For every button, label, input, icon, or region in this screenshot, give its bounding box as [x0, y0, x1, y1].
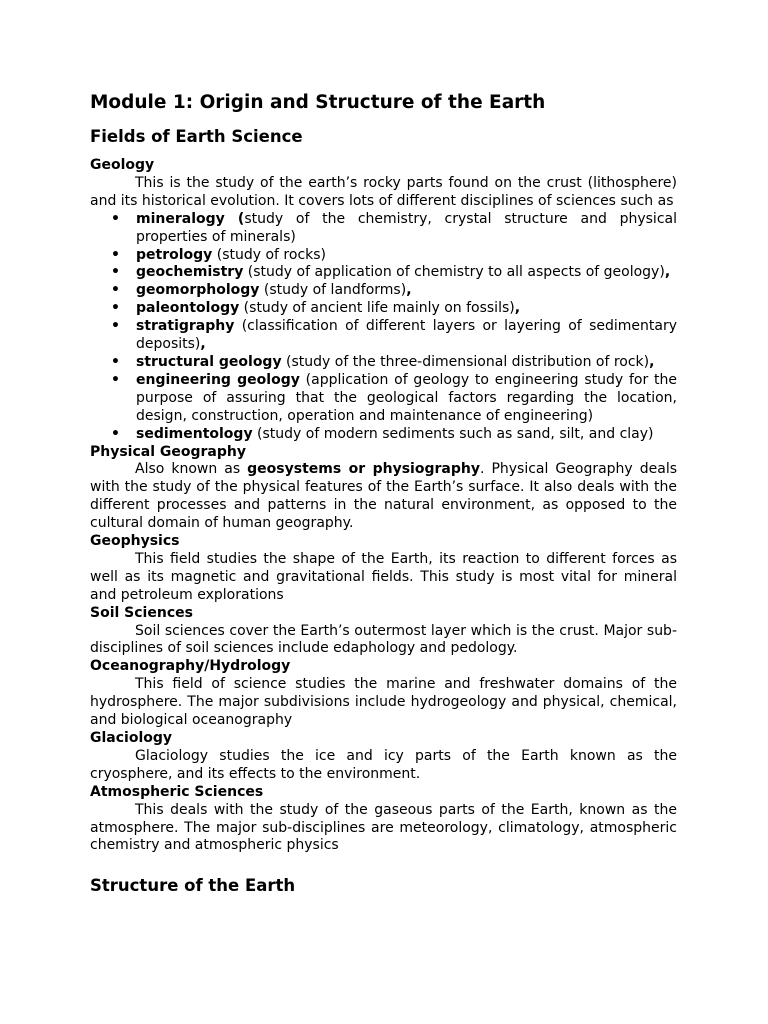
atmospheric-sciences-text: This deals with the study of the gaseous parts of the Earth, known as the atmosphere. The major sub-disciplines are meteorology, climatology, atmospheric chemistry and atmospheric physics	[90, 801, 677, 854]
list-item: • sedimentology (study of modern sediments such as sand, silt, and clay)	[90, 426, 677, 444]
glaciology-heading: Glaciology	[90, 730, 173, 746]
oceanography-text: This field of science studies the marine and freshwater domains of the hydrosphere. The major subdivisions include hydrogeology and physical, chemical, and biological oceanography	[90, 676, 677, 729]
structure-heading: Structure of the Earth	[90, 876, 296, 895]
list-item: • mineralogy (study of the chemistry, crystal structure and physical properties of minerals)	[90, 211, 677, 247]
list-item: • stratigraphy (classification of different layers or layering of sedimentary deposits),	[90, 318, 677, 354]
glaciology-text: Glaciology studies the ice and icy parts of the Earth known as the cryosphere, and its effects to the environment.	[90, 747, 677, 782]
physical-geography-heading: Physical Geography	[90, 443, 246, 460]
module-title: Module 1: Origin and Structure of the Earth	[90, 92, 546, 113]
oceanography-heading: Oceanography/Hydrology	[90, 658, 291, 675]
geophysics-text: This field studies the shape of the Earth, its reaction to different forces as well as its magnetic and gravitational fields. This study is most vital for mineral and petroleum explorations	[90, 550, 677, 603]
soil-sciences-text: Soil sciences cover the Earth’s outermost layer which is the crust. Major sub-disciplines of soil sciences include edaphology and pedology.	[90, 622, 677, 657]
geophysics-heading: Geophysics	[90, 533, 180, 550]
list-item: • geomorphology (study of landforms),	[90, 282, 677, 300]
physical-geography-text: Also known as geosystems or physiography. Physical Geography deals with the study of the physical features of the Earth’s surface. It also deals with the different processes and patterns in the natural environment, as opposed to the cultural domain of human geography.	[90, 461, 677, 532]
list-item: • structural geology (study of the three-dimensional distribution of rock),	[90, 354, 677, 372]
list-item: • paleontology (study of ancient life mainly on fossils),	[90, 300, 677, 318]
geology-heading: Geology	[90, 157, 155, 173]
fields-heading: Fields of Earth Science	[90, 127, 303, 146]
geology-disciplines-list	[90, 211, 677, 444]
list-item: • petrology (study of rocks)	[90, 247, 677, 265]
soil-sciences-heading: Soil Sciences	[90, 604, 193, 621]
list-item: • engineering geology (application of geology to engineering study for the purpose of assuring that the geological factors regarding the location, design, construction, operation and maintenance of engineering)	[90, 372, 677, 426]
document-body	[90, 157, 677, 855]
geology-intro: This is the study of the earth’s rocky parts found on the crust (lithosphere) and its historical evolution. It covers lots of different disciplines of sciences such as	[90, 174, 677, 209]
atmospheric-sciences-heading: Atmospheric Sciences	[90, 783, 264, 800]
list-item: • geochemistry (study of application of chemistry to all aspects of geology),	[90, 264, 677, 282]
